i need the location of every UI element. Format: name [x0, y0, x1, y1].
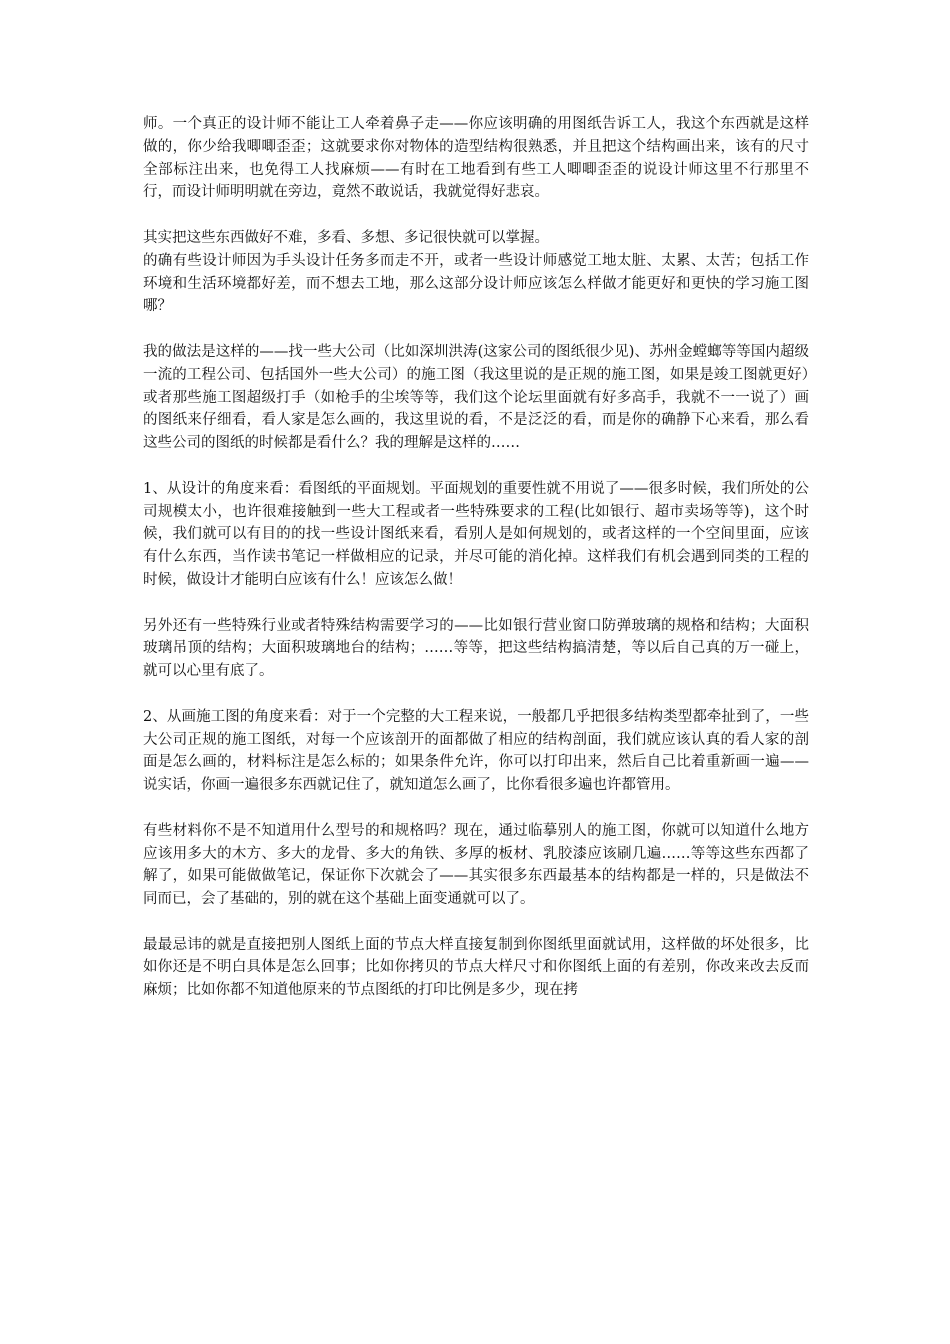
paragraph: 2、从画施工图的角度来看：对于一个完整的大工程来说，一般都几乎把很多结构类型都牵扯到了，一些大公司正规的施工图纸，对每一个应该剖开的面都做了相应的结构剖面，我们就应该认真的看人家的剖面是怎么画的，材料标注是怎么标的；如果条件允许，你可以打印出来，然后自己比着重新画一遍——说实话，你画一遍很多东西就记住了，就知道怎么画了，比你看很多遍也许都管用。	[143, 708, 809, 794]
paragraph: 其实把这些东西做好不难，多看、多想、多记很快就可以掌握。	[143, 229, 549, 246]
paragraph: 有些材料你不是不知道用什么型号的和规格吗？现在，通过临摹别人的施工图，你就可以知道什么地方应该用多大的木方、多大的龙骨、多大的角铁、多厚的板材、乳胶漆应该刷几遍……等等这些东西都了解了，如果可能做做笔记，保证你下次就会了——其实很多东西最基本的结构都是一样的，只是做法不同而已，会了基础的，别的就在这个基础上面变通就可以了。	[143, 822, 809, 908]
paragraph: 师。一个真正的设计师不能让工人牵着鼻子走——你应该明确的用图纸告诉工人，我这个东西就是这样做的，你少给我唧唧歪歪；这就要求你对物体的造型结构很熟悉，并且把这个结构画出来，该有的尺寸全部标注出来，也免得工人找麻烦——有时在工地看到有些工人唧唧歪歪的说设计师这里不行那里不行，而设计师明明就在旁边，竟然不敢说话，我就觉得好悲哀。	[143, 116, 809, 201]
paragraph: 最最忌讳的就是直接把别人图纸上面的节点大样直接复制到你图纸里面就试用，这样做的坏处很多，比如你还是不明白具体是怎么回事；比如你拷贝的节点大样尺寸和你图纸上面的有差别，你改来改去反而麻烦；比如你都不知道他原来的节点图纸的打印比例是多少，现在拷	[143, 936, 809, 999]
paragraph: 1、从设计的角度来看：看图纸的平面规划。平面规划的重要性就不用说了——很多时候，我们所处的公司规模太小，也许很难接触到一些大工程或者一些特殊要求的工程(比如银行、超市卖场等等)，这个时候，我们就可以有目的的找一些设计图纸来看，看别人是如何规划的，或者这样的一个空间里面，应该有什么东西，当作读书笔记一样做相应的记录，并尽可能的消化掉。这样我们有机会遇到同类的工程的时候，做设计才能明白应该有什么！应该怎么做！	[143, 480, 809, 588]
paragraph: 我的做法是这样的——找一些大公司（比如深圳洪涛(这家公司的图纸很少见)、苏州金螳螂等等国内超级一流的工程公司、包括国外一些大公司）的施工图（我这里说的是正规的施工图，如果是竣工图就更好）或者那些施工图超级打手（如枪手的尘埃等等，我们这个论坛里面就有好多高手，我就不一一说了）画的图纸来仔细看，看人家是怎么画的，我这里说的看，不是泛泛的看，而是你的确静下心来看，那么看这些公司的图纸的时候都是看什么？我的理解是这样的……	[143, 343, 809, 452]
paragraph: 另外还有一些特殊行业或者特殊结构需要学习的——比如银行营业窗口防弹玻璃的规格和结构；大面积玻璃吊顶的结构；大面积玻璃地台的结构；……等等，把这些结构搞清楚，等以后自己真的万一碰上，就可以心里有底了。	[143, 617, 809, 680]
paragraph: 的确有些设计师因为手头设计任务多而走不开，或者一些设计师感觉工地太脏、太累、太苦；包括工作环境和生活环境都好差，而不想去工地，那么这部分设计师应该怎么样做才能更好和更快的学习施工图哪？	[143, 252, 809, 315]
document-body	[143, 113, 809, 1002]
